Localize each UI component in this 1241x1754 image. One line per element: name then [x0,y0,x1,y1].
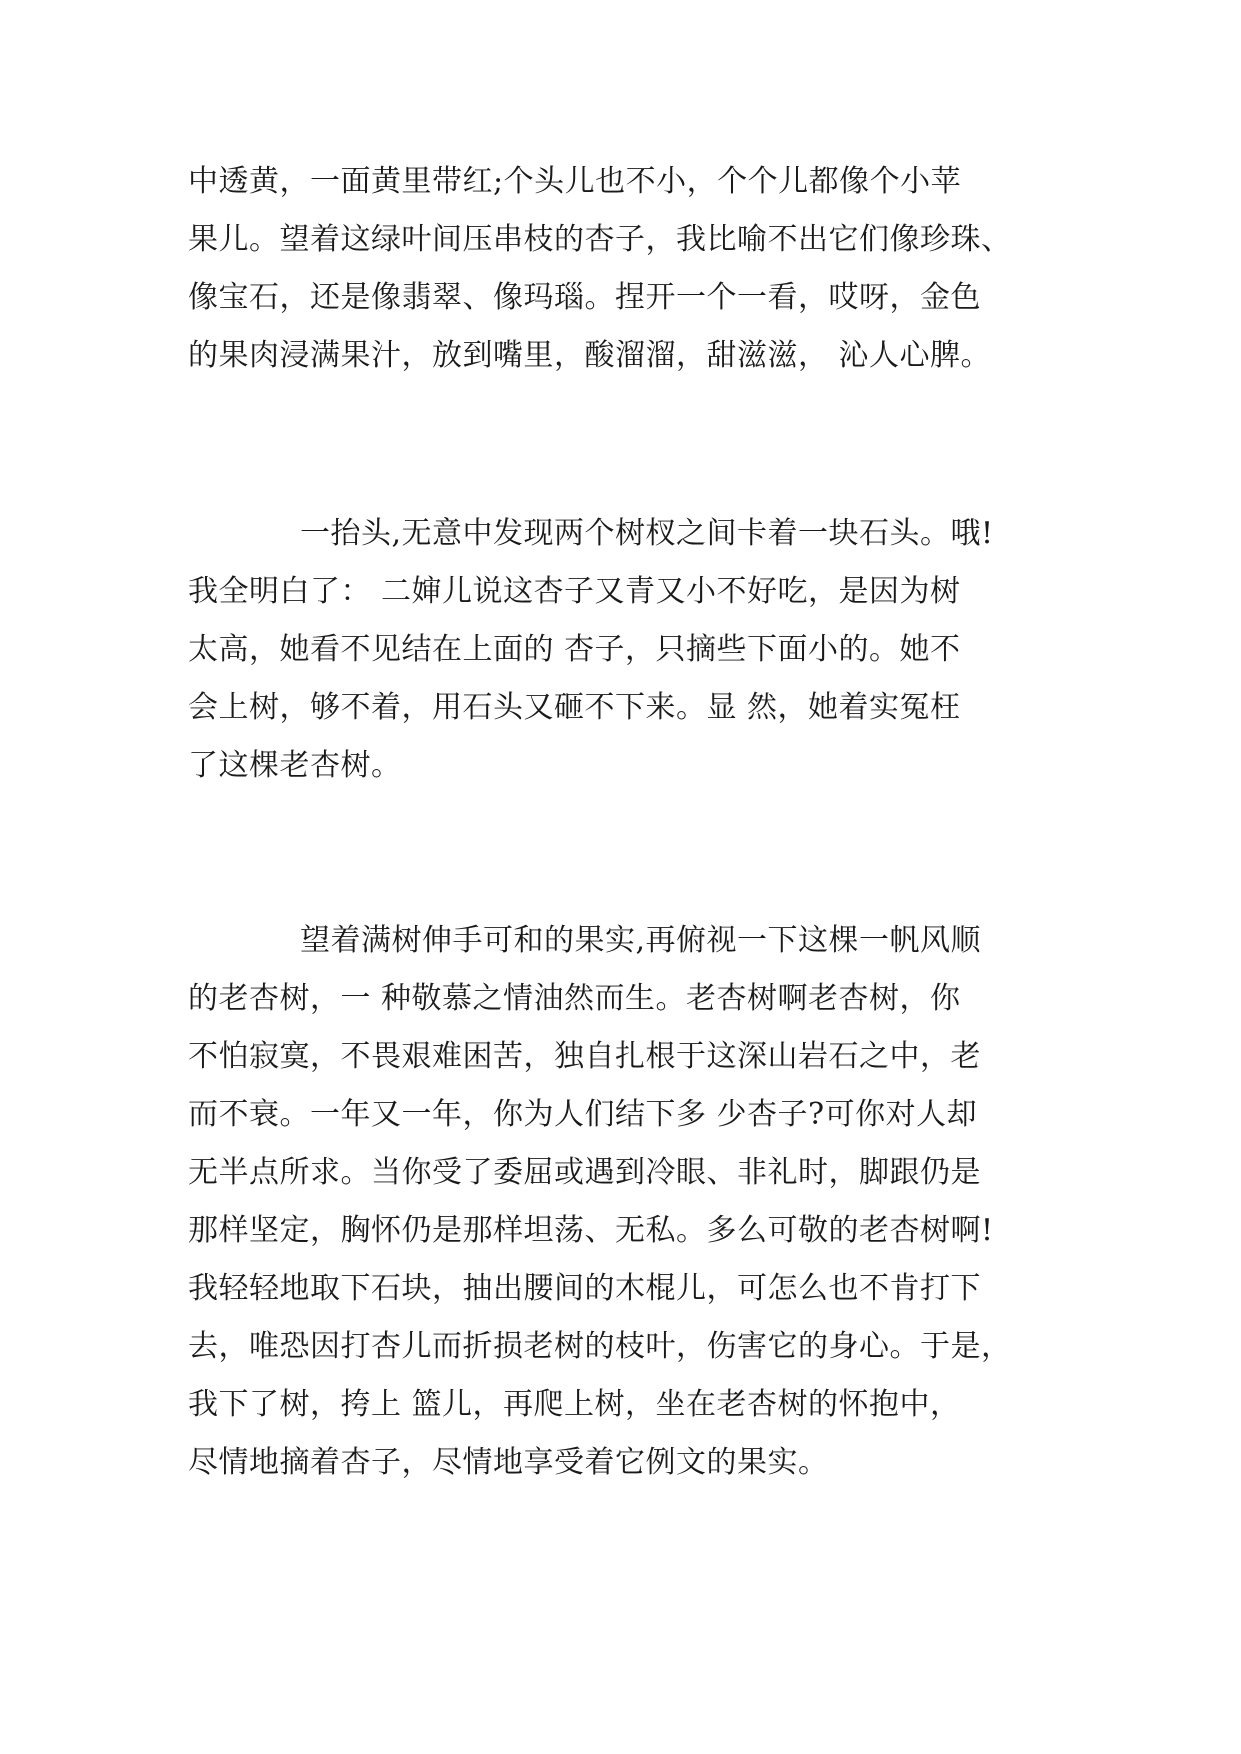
paragraph-2 [188,505,1068,795]
text-line: 像宝石，还是像翡翠、像玛瑙。捏开一个一看，哎呀，金色 [188,280,981,315]
paragraph-1 [188,153,1068,385]
text-line: 果儿。望着这绿叶间压串枝的杏子，我比喻不出它们像珍珠、 [188,222,1012,257]
text-line: 我下了树，挎上 篮儿，再爬上树，坐在老杏树的怀抱中， [188,1387,961,1422]
text-line: 会上树，够不着，用石头又砸不下来。显 然，她着实冤枉 [188,690,961,725]
text-line: 无半点所求。当你受了委屈或遇到冷眼、非礼时，脚跟仍是 [188,1155,981,1190]
text-line: 那样坚定，胸怀仍是那样坦荡、无私。多么可敬的老杏树啊! [188,1213,994,1248]
text-line: 去，唯恐因打杏儿而折损老树的枝叶，伤害它的身心。于是， [188,1329,1012,1364]
paragraph-3 [188,912,1068,1492]
text-line: 的老杏树，一 种敬慕之情油然而生。老杏树啊老杏树，你 [188,981,961,1016]
text-line: 太高，她看不见结在上面的 杏子，只摘些下面小的。她不 [188,632,961,667]
text-line: 望着满树伸手可和的果实,再俯视一下这棵一帆风顺 [300,923,982,958]
text-line: 中透黄，一面黄里带红;个头儿也不小，个个儿都像个小苹 [188,164,962,199]
text-line: 不怕寂寞，不畏艰难困苦，独自扎根于这深山岩石之中，老 [188,1039,981,1074]
text-line: 而不衰。一年又一年，你为人们结下多 少杏子?可你对人却 [188,1097,978,1132]
text-line: 尽情地摘着杏子，尽情地享受着它例文的果实。 [188,1445,829,1480]
text-line: 的果肉浸满果汁，放到嘴里，酸溜溜，甜滋滋， 沁人心脾。 [188,338,992,373]
text-line: 我轻轻地取下石块，抽出腰间的木棍儿，可怎么也不肯打下 [188,1271,981,1306]
text-line: 我全明白了： 二婶儿说这杏子又青又小不好吃，是因为树 [188,574,961,609]
text-line: 一抬头,无意中发现两个树杈之间卡着一块石头。哦! [300,516,994,551]
text-line: 了这棵老杏树。 [188,748,402,783]
